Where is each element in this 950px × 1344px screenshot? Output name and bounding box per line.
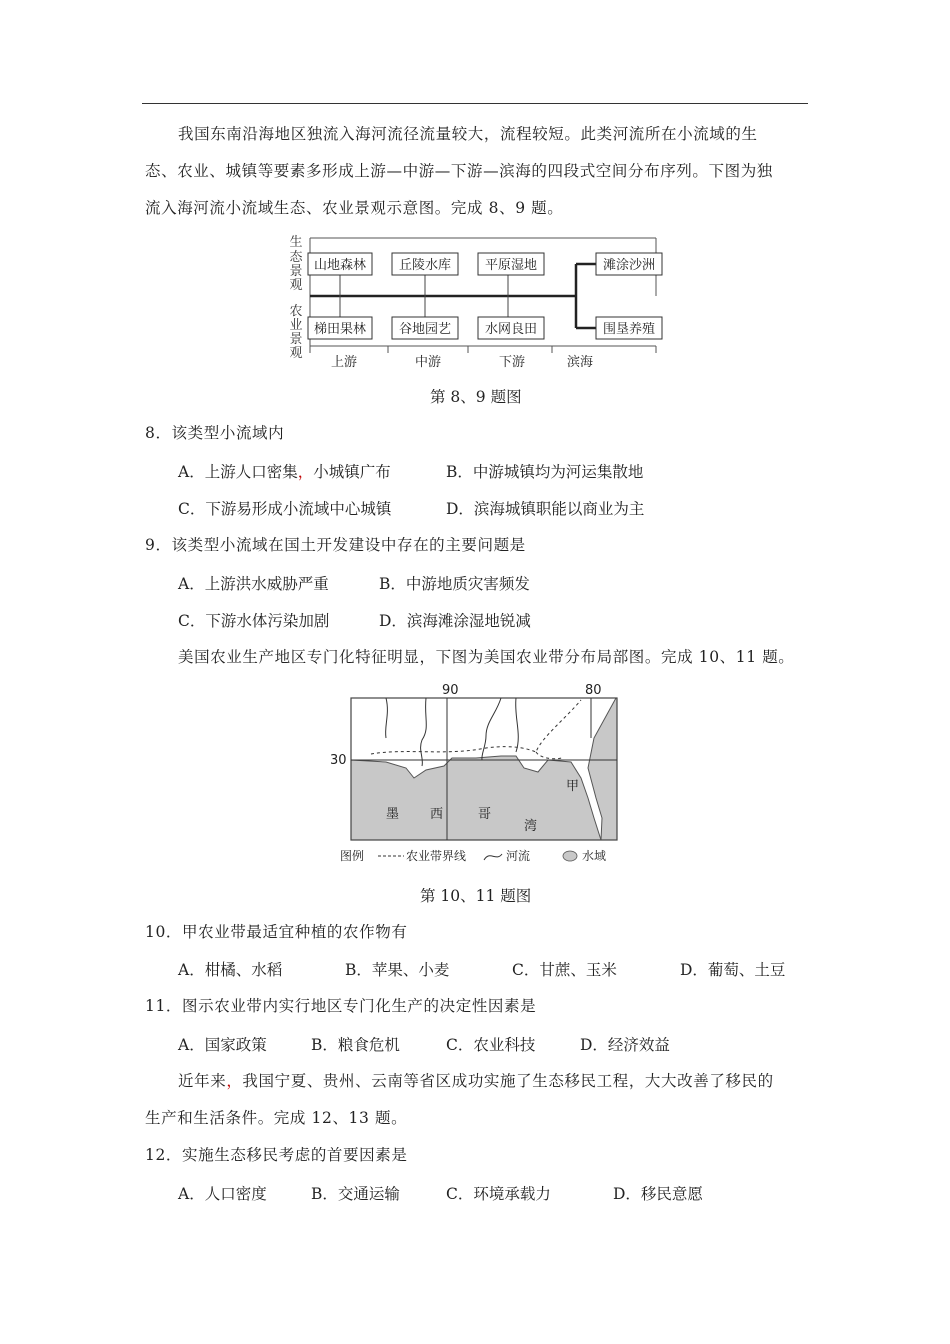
- q8-option-b: B．中游城镇均为河运集散地: [446, 463, 644, 481]
- map-caption: 第 10、11 题图: [420, 887, 532, 905]
- q10-stem: 10．甲农业带最适宜种植的农作物有: [145, 923, 408, 941]
- q11-option-a: A．国家政策: [178, 1036, 267, 1054]
- intro-line-2: 态、农业、城镇等要素多形成上游—中游—下游—滨海的四段式空间分布序列。下图为独: [145, 162, 773, 180]
- q11-option-c: C．农业科技: [446, 1036, 536, 1054]
- zone-label-1: 上游: [330, 355, 358, 370]
- gulf-char-2: 西: [430, 807, 444, 822]
- intro3-line-2: 生产和生活条件。完成 12、13 题。: [145, 1109, 408, 1127]
- us-agri-map: [326, 678, 626, 868]
- gulf-char-3: 哥: [478, 807, 492, 822]
- eco-row-label-2: 态: [289, 250, 303, 265]
- q11-stem: 11．图示农业带内实行地区专门化生产的决定性因素是: [145, 997, 537, 1015]
- eco-box-2: 丘陵水库: [398, 258, 452, 273]
- zone-label-2: 中游: [414, 355, 442, 370]
- legend-river: 河流: [506, 849, 531, 863]
- diagram1-caption: 第 8、9 题图: [430, 388, 522, 406]
- q12-option-b: B．交通运输: [311, 1185, 400, 1203]
- agri-box-3: 水网良田: [484, 322, 538, 337]
- q12-option-d: D．移民意愿: [613, 1185, 703, 1203]
- eco-box-3: 平原湿地: [484, 258, 538, 273]
- eco-row-label-3: 景: [289, 264, 303, 279]
- intro-line-1: 我国东南沿海地区独流入海河流径流量较大，流程较短。此类河流所在小流域的生: [178, 125, 758, 143]
- q8-option-d: D．滨海城镇职能以商业为主: [446, 500, 645, 518]
- intro3-line-1: 近年来，我国宁夏、贵州、云南等省区成功实施了生态移民工程，大大改善了移民的: [178, 1072, 774, 1090]
- zone-jia-label: 甲: [566, 779, 580, 794]
- agri-box-4: 围垦养殖: [602, 322, 656, 337]
- zone-label-3: 下游: [498, 355, 526, 370]
- intro2: 美国农业生产地区专门化特征明显，下图为美国农业带分布局部图。完成 10、11 题。: [178, 648, 795, 666]
- agri-box-2: 谷地园艺: [398, 322, 452, 337]
- gulf-char-4: 湾: [524, 819, 538, 834]
- q9-option-c: C．下游水体污染加剧: [178, 612, 330, 630]
- agri-row-label-4: 观: [289, 346, 303, 361]
- q10-option-a: A．柑橘、水稻: [178, 961, 283, 979]
- q9-option-d: D．滨海滩涂湿地锐减: [379, 612, 531, 630]
- header-rule: [142, 103, 808, 104]
- q9-option-b: B．中游地质灾害频发: [379, 575, 530, 593]
- q11-option-b: B．粮食危机: [311, 1036, 400, 1054]
- legend-water: 水域: [582, 849, 607, 863]
- q9-stem: 9．该类型小流域在国土开发建设中存在的主要问题是: [145, 536, 526, 554]
- eco-row-label-1: 生: [289, 235, 303, 250]
- agri-box-1: 梯田果林: [313, 322, 367, 337]
- legend-title: 图例: [340, 849, 365, 863]
- eco-box-1: 山地森林: [313, 258, 367, 273]
- eco-box-4: 滩涂沙洲: [602, 258, 656, 273]
- lat-30-label: 30: [330, 753, 347, 768]
- q10-option-d: D．葡萄、土豆: [680, 961, 786, 979]
- q12-option-a: A．人口密度: [178, 1185, 267, 1203]
- lon-90-label: 90: [442, 683, 459, 698]
- gulf-char-1: 墨: [386, 807, 400, 822]
- zone-label-4: 滨海: [566, 355, 594, 370]
- q8-stem: 8．该类型小流域内: [145, 424, 285, 442]
- legend-boundary: 农业带界线: [406, 849, 467, 863]
- q10-option-b: B．苹果、小麦: [345, 961, 450, 979]
- agri-row-label-3: 景: [289, 332, 303, 347]
- intro-line-3: 流入海河流小流域生态、农业景观示意图。完成 8、9 题。: [145, 199, 564, 217]
- q12-stem: 12．实施生态移民考虑的首要因素是: [145, 1146, 408, 1164]
- q12-option-c: C．环境承载力: [446, 1185, 551, 1203]
- q11-option-d: D．经济效益: [580, 1036, 670, 1054]
- lon-80-label: 80: [585, 683, 602, 698]
- landscape-diagram: [280, 228, 680, 376]
- q8-option-a: A．上游人口密集，小城镇广布: [178, 463, 391, 481]
- q9-option-a: A．上游洪水威胁严重: [178, 575, 329, 593]
- q8-option-c: C．下游易形成小流域中心城镇: [178, 500, 392, 518]
- agri-row-label-1: 农: [289, 304, 303, 319]
- agri-row-label-2: 业: [289, 318, 303, 333]
- q10-option-c: C．甘蔗、玉米: [512, 961, 617, 979]
- eco-row-label-4: 观: [289, 278, 303, 293]
